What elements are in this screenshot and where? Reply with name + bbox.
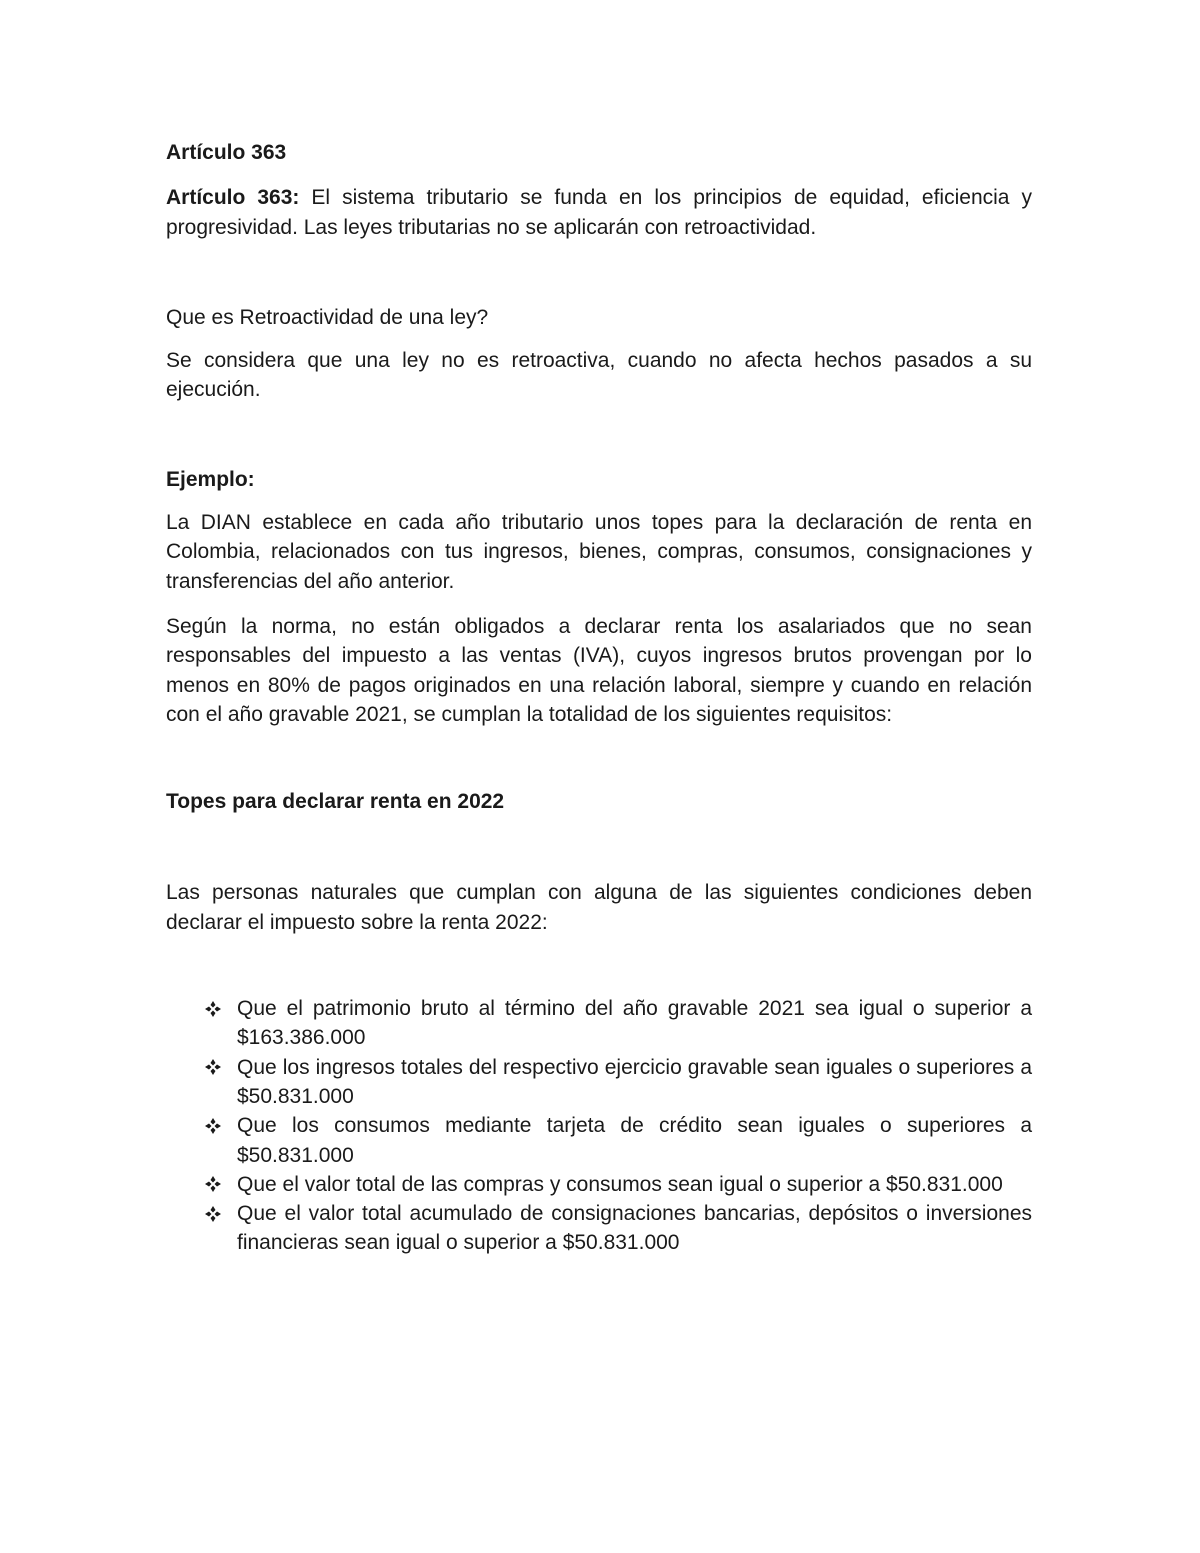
example-paragraph-1: La DIAN establece en cada año tributario unos topes para la declaración de renta en Colombia, relacionados con tus ingresos, bienes, compras, consumos, consignaciones y transferencias del año anterior. <box>166 511 1032 593</box>
list-item <box>237 994 1032 1053</box>
list-item <box>237 1199 1032 1258</box>
list-item <box>237 1170 1032 1199</box>
example-paragraph-2: Según la norma, no están obligados a declarar renta los asalariados que no sean responsables del impuesto a las ventas (IVA), cuyos ingresos brutos provengan por lo menos en 80% de pagos originados en una relación laboral, siempre y cuando en relación con el año gravable 2021, se cumplan la totalidad de los siguientes requisitos: <box>166 614 1032 726</box>
list-item <box>237 1053 1032 1112</box>
question-text: Que es Retroactividad de una ley? <box>166 305 489 329</box>
four-diamond-bullet-icon <box>203 1199 223 1228</box>
list-item-text: Que el valor total acumulado de consignaciones bancarias, depósitos o inversiones financieras sean igual o superior a $50.831.000 <box>237 1202 1032 1255</box>
answer-text: Se considera que una ley no es retroactiva, cuando no afecta hechos pasados a su ejecución. <box>166 349 1032 402</box>
article-heading: Artículo 363 <box>166 141 287 164</box>
document-page <box>166 138 1032 1258</box>
four-diamond-bullet-icon <box>203 994 223 1023</box>
example-heading: Ejemplo: <box>166 467 255 491</box>
list-item-text: Que el patrimonio bruto al término del año gravable 2021 sea igual o superior a $163.386.000 <box>237 997 1032 1050</box>
topes-intro: Las personas naturales que cumplan con alguna de las siguientes condiciones deben declarar el impuesto sobre la renta 2022: <box>166 881 1032 934</box>
four-diamond-bullet-icon <box>203 1111 223 1140</box>
list-item-text: Que los ingresos totales del respectivo ejercicio gravable sean iguales o superiores a $50.831.000 <box>237 1055 1032 1108</box>
list-item <box>237 1111 1032 1170</box>
four-diamond-bullet-icon <box>203 1053 223 1082</box>
list-item-text: Que los consumos mediante tarjeta de crédito sean iguales o superiores a $50.831.000 <box>237 1114 1032 1167</box>
article-label: Artículo 363: <box>166 186 300 210</box>
list-item-text: Que el valor total de las compras y consumos sean igual o superior a $50.831.000 <box>237 1172 1003 1196</box>
article-text: El sistema tributario se funda en los principios de equidad, eficiencia y progresividad. Las leyes tributarias no se aplicarán con retroactividad. <box>166 186 1032 239</box>
article-paragraph <box>166 183 1032 242</box>
requirements-list <box>166 994 1032 1258</box>
four-diamond-bullet-icon <box>203 1170 223 1199</box>
topes-heading: Topes para declarar renta en 2022 <box>166 790 505 814</box>
